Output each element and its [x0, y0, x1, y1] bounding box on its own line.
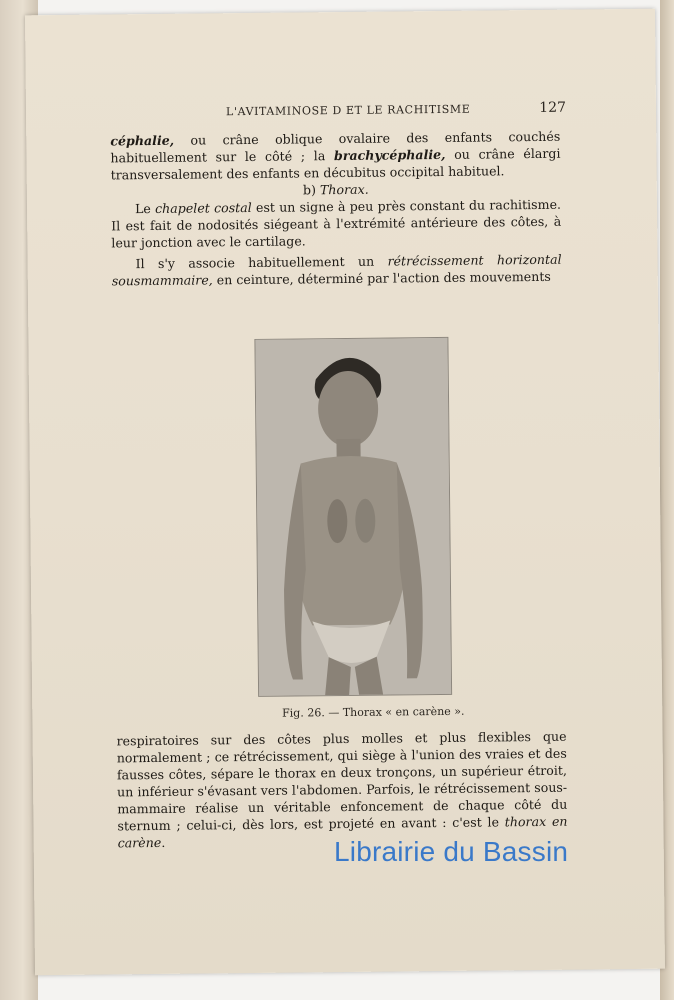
paragraph-text: respiratoires sur des côtes plus molles et plus flexibles que normalement ; ce rétrécissement, qui siège à l'union des vraies et des fausses côtes, sépare le thorax en deux tronçons, un supérieur étroit, un inférieur s'évasant vers l'abdomen. Parfois, le rétrécissement sous-mammaire réalise un véritable enfoncement de chaque côté du sternum ; celui-ci, dès lors, est projeté en avant : c'est le [116, 728, 568, 834]
paragraph-retrecissement [112, 251, 562, 290]
figure-photo-thorax [254, 337, 452, 697]
term-cephalie: céphalie, [110, 132, 175, 149]
text-block-top [110, 128, 562, 290]
paragraph-text: ou crâne élargi transversalement des enfants en décubitus occipital habituel. [110, 145, 561, 183]
book-page [25, 9, 665, 976]
page-header [226, 100, 566, 120]
seller-watermark: Librairie du Bassin [334, 836, 569, 867]
paragraph-chapelet [111, 196, 562, 252]
paragraph-text: Il s'y associe habituellement un [135, 253, 388, 272]
figure-caption: Fig. 26. — Thorax « en carène ». [282, 704, 465, 720]
section-label: b) [302, 182, 317, 198]
term-chapelet-costal: chapelet costal [154, 199, 252, 216]
paragraph-text: ou crâne oblique ovalaire des enfants couchés habituellement sur le côté ; la [110, 128, 561, 166]
page-number: 127 [539, 99, 567, 116]
term-retrecissement: rétrécissement horizontal sousmammaire, [111, 251, 562, 289]
paragraph-text: en ceinture, déterminé par l'action des mouvements [212, 268, 551, 288]
child-figure-illustration [255, 338, 451, 696]
section-title: Thorax. [319, 181, 369, 198]
running-title: L'AVITAMINOSE D ET LE RACHITISME [225, 102, 471, 119]
text-block-bottom [117, 728, 568, 852]
paragraph-text: Le [134, 200, 156, 217]
paragraph-skull [110, 128, 561, 184]
paragraph-text: est un signe à peu près constant du rachitisme. Il est fait de nodosités siégeant à l'extrémité antérieure des côtes, à leur jonction avec le cartilage. [111, 196, 562, 251]
term-brachycephalie: brachycéphalie, [333, 146, 446, 164]
paragraph-respiratoires [117, 728, 568, 852]
term-thorax-en-carene: thorax en carène [117, 813, 568, 851]
paragraph-text: . [161, 834, 166, 850]
